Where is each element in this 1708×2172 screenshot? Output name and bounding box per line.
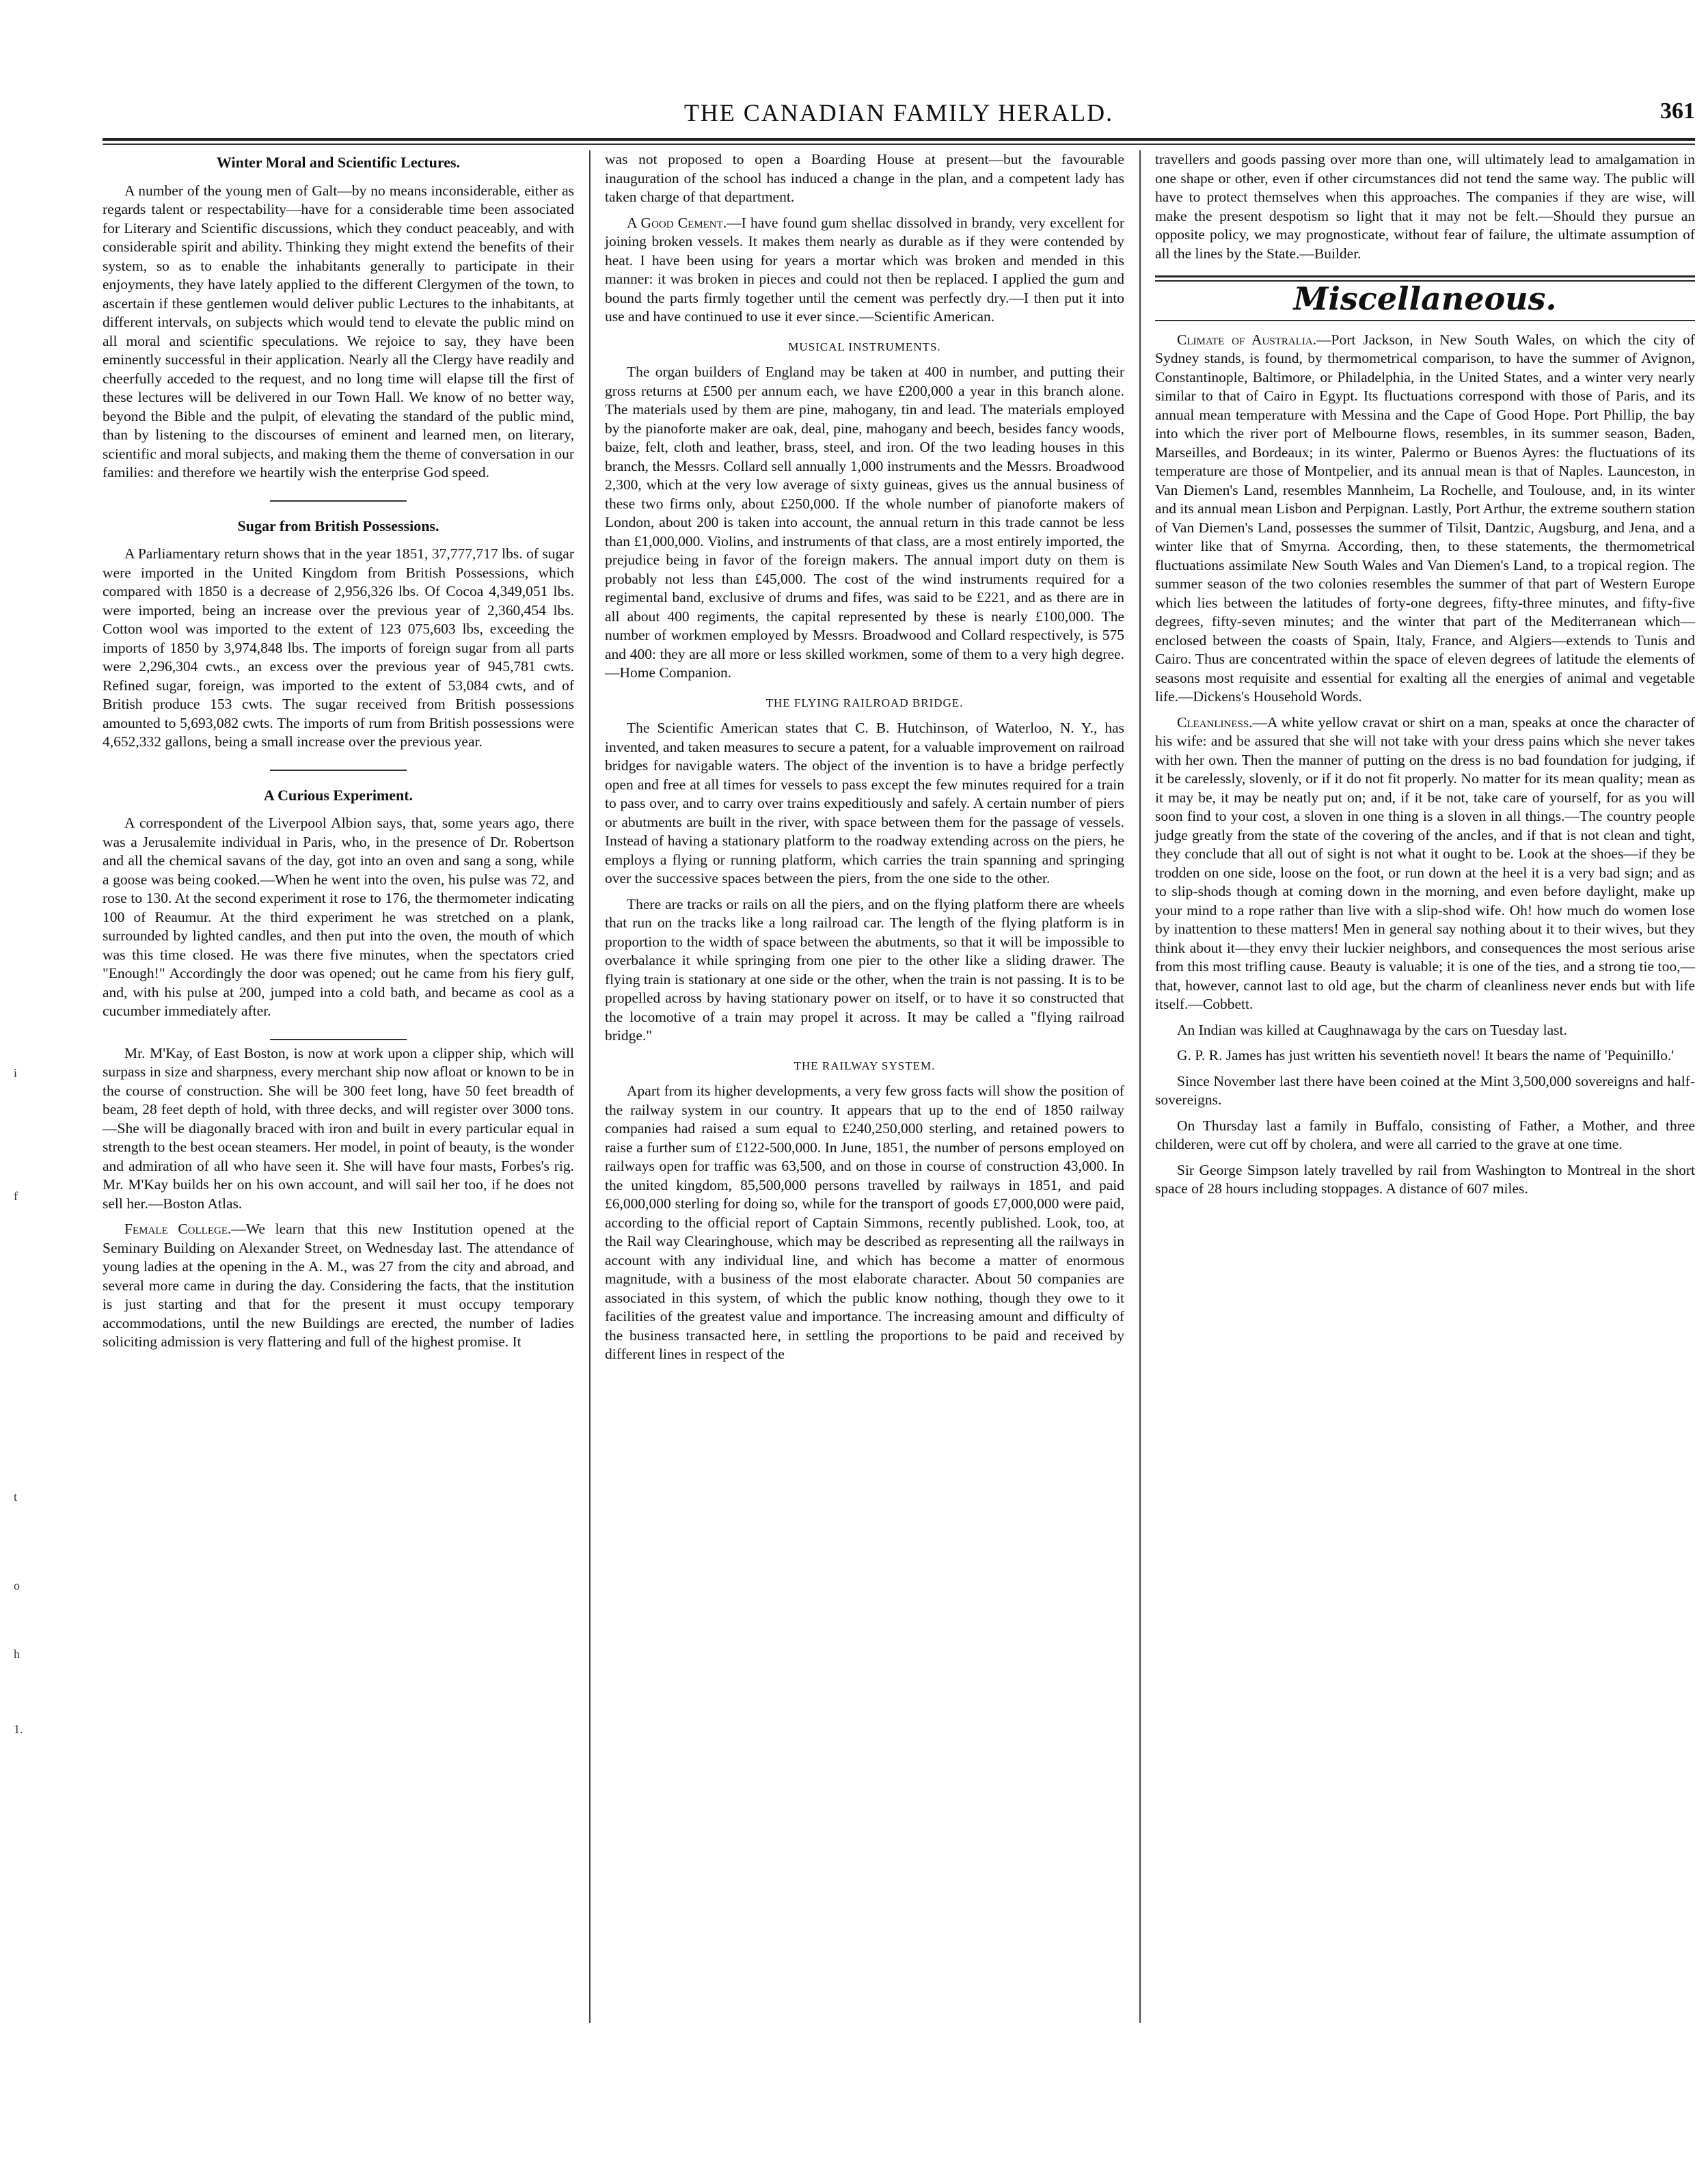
article-body-flying-bridge: The Scientific American states that C. B. Hutchinson, of Waterloo, N. Y., has invented, and taken measures to secure a patent, for a valuable improvement on railroad bridges for navigable waters. The object of the invention is to have a bridge perfectly open and free at all times for vessels to pass except the few minutes required for a train to pass over, and to carry over trains expeditiously and safely. A certain number of piers or abutments are built in the river, with space between them for the passage of vessels. Instead of having a stationary platform to the roadway extending across on the piers, he employs a flying or running platform, which carries the train spanning and springing over the successive spaces between the piers, from the one side to the other. <box>605 720 1124 886</box>
article-body-climate-australia: —Port Jackson, in New South Wales, on which the city of Sydney stands, is found, by thermometrical comparison, to have the summer of Avignon, Constantinople, Baltimore, or Philadelphia, in the United States, and a winter very nearly similar to that of Cairo in Egypt. Its fluctuations correspond with those of Paris, and its annual mean temperature with Messina and the Cape of Good Hope. Port Phillip, the bay into which the river port of Melbourne flows, resembles, in its summer season, Baden, Marseilles, and Bordeaux; in its winter, Palermo or Buenos Ayres: the fluctuations of its temperature are those of Montpelier, and its annual mean is that of Naples. Launceston, in Van Diemen's Land, resembles Mannheim, La Rochelle, and Toulouse, and, in its winter and its annual mean Lisbon and Perpignan. Lastly, Port Arthur, the extreme southern station of Van Diemen's Land, possesses the summer of Tilsit, Dantzic, Augsburg, and Jena, and a winter like that of Smyrna. According, then, to these statements, the thermometrical fluctuations assimilate New South Wales and Van Diemen's Land, to a tropical region. The summer season of the two colonies resembles the summer of that part of Western Europe which lies between the latitudes of forty-one degrees, fifty-three minutes, and fifty-five degrees, fifty-seven minutes; and the winter that part of the Mediterranean which—enclosed between the coasts of Spain, Italy, France, and Algiers—extends to Tunis and Cairo. Thus are concentrated within the space of eleven degrees of latitude the elements of seasons most requisite and essential for exalting all the energies of animal and vegetable life.—Dickens's Household Words. <box>1155 331 1696 705</box>
lead-cleanliness: Cleanliness. <box>1177 714 1253 731</box>
lead-female-college: Female College. <box>124 1221 232 1237</box>
section-separator <box>270 1039 407 1040</box>
section-separator <box>270 500 407 502</box>
running-title: THE CANADIAN FAMILY HERALD. <box>683 99 1114 126</box>
header-rule-top <box>103 138 1695 141</box>
article-good-cement <box>605 214 1124 327</box>
article-title-winter-lectures: Winter Moral and Scientific Lectures. <box>216 154 461 171</box>
news-item-mint: Since November last there have been coined at the Mint 3,500,000 sovereigns and half-sovereigns. <box>1155 1072 1695 1108</box>
article-body-sugar: A Parliamentary return shows that in the year 1851, 37,777,717 lbs. of sugar were imported in the United Kingdom from British Possessions, which compared with 1850 is a decrease of 2,956,326 lbs. Of Cocoa 4,349,051 lbs. were imported, being an increase over the previous year of 2,360,454 lbs. Cotton wool was imported to the extent of 123 075,603 lbs, exceeding the imports of 1850 by 3,974,848 lbs. The imports of foreign sugar from all parts were 2,296,304 cwts., an excess over the previous year of 945,781 cwts. Refined sugar, foreign, was imported to the extent of 53,084 cwts, and of British produce 153 cwts. The sugar received from British possessions amounted to 5,693,082 cwts. The imports of rum from British possessions were 4,652,332 gallons, being a small increase over the previous year. <box>103 545 574 750</box>
header-rule-bottom <box>103 144 1695 145</box>
margin-fleck: t <box>14 1490 18 1504</box>
margin-fleck: i <box>14 1066 18 1080</box>
article-body-cleanliness: —A white yellow cravat or shirt on a man, speaks at once the character of his wife: and be assured that she will not take with your dress pains which she never takes with her own. Then the manner of putting on the dress is no bad foundation for judging, if it be carelessly, slovenly, or if it do not fit properly. No matter for its mean quality; mean as it may be, it may be neatly put on; and, if it be not, take care of yourself, for as you will soon find to your cost, a sloven in one thing is a sloven in all things.—The country people judge greatly from the state of the covering of the ancles, and if that is not clean and tight, they conclude that all out of sight is not what it ought to be. Look at the shoes—if they be trodden on one side, loose on the foot, or run down at the heel it is a very bad sign; and as to slip-shods though at coming down in the morning, and even before daylight, make up your mind to a rope rather than live with a slip-shod wife. Oh! how much do women lose by inattention to these matters! Men in general say nothing about it to their wives, but they think about it—they envy their luckier neighbors, and consequences the most serious arise from this most trifling cause. Beauty is valuable; it is one of the ties, and a strong tie too,—that, however, cannot last to old age, but the charm of cleanliness never ends but with life itself.—Cobbett. <box>1155 714 1695 1012</box>
news-item-buffalo: On Thursday last a family in Buffalo, consisting of Father, a Mother, and three childeren, were cut off by cholera, and were all carried to the grave at one time. <box>1155 1117 1695 1152</box>
article-body-flying-bridge-2: There are tracks or rails on all the piers, and on the flying platform there are wheels that run on the tracks like a long railroad car. The length of the flying platform is in proportion to the width of space between the abutments, so that it will be impossible to overbalance it while springing from one pier to the other like a sliding drawer. The flying train is stationary at one side or the other, when the train is not passing. It is to be propelled across by having stationary power on itself, or to have it so constructed that the locomotive of a train may propel it across. It may be called a "flying railroad bridge." <box>605 895 1124 1044</box>
news-item-indian: An Indian was killed at Caughnawaga by the cars on Tuesday last. <box>1177 1021 1567 1038</box>
column-2 <box>605 150 1124 1371</box>
article-title-musical-instruments: MUSICAL INSTRUMENTS. <box>788 340 941 353</box>
article-body-curious-experiment: A correspondent of the Liverpool Albion says, that, some years ago, there was a Jerusalemite individual in Paris, who, in the presence of Dr. Robertson and all the chemical savans of the day, got into an oven and sang a song, while a goose was being cooked.—When he went into the oven, his pulse was 72, and rose to 130. At the second experiment it rose to 176, the thermometer indicating 100 of Reaumur. At the third experiment he was stretched on a plank, surrounded by lighted candles, and then put into the oven, the mouth of which was this time closed. He was there five minutes, when the spectators cried "Enough!" Accordingly the door was opened; out he came from his fiery gulf, and, with his pulse at 200, jumped into a cold bath, and became as cool as a cucumber immediately after. <box>103 815 574 1019</box>
newspaper-page <box>103 89 1695 2044</box>
article-body-good-cement: —I have found gum shellac dissolved in brandy, very excellent for joining broken vessels. It makes them nearly as durable as if they were contended by heat. I have been using for years a mortar which was broken and mended in this manner: it was broken in pieces and could not then be replaced. I applied the gum and bound the parts firmly together until the cement was perfectly dry.—I then put it into use and have continued to use it ever since.—Scientific American. <box>605 214 1124 325</box>
news-item-james: G. P. R. James has just written his seventieth novel! It bears the name of 'Pequinillo.' <box>1177 1047 1675 1063</box>
lead-climate-australia: Climate of Australia. <box>1177 331 1317 348</box>
article-title-curious-experiment: A Curious Experiment. <box>263 786 414 804</box>
news-item-simpson: Sir George Simpson lately travelled by rail from Washington to Montreal in the short space of 28 hours including stoppages. A distance of 607 miles. <box>1155 1161 1695 1197</box>
column-divider <box>1139 150 1141 2023</box>
article-body-railway-system: Apart from its higher developments, a very few gross facts will show the position of the railway system in our country. It appears that up to the end of 1850 railway companies had raised a sum equal to £240,250,000 sterling, and retained powers to raise a further sum of £122-500,000. In June, 1851, the number of persons employed on railways open for traffic was 63,500, and on those in course of construction 43,000. In the united kingdom, 85,500,000 persons travelled by railways in 1851, and paid £6,000,000 sterling for doing so, while for the transport of goods £7,000,000 were paid, according to the official report of Captain Simmons, recently published. Look, too, at the Rail way Clearinghouse, which may be described as representing all the railways in account with any individual line, and which has become a matter of enormous magnitude, with a business of the most elaborate character. About 50 companies are associated in this system, of which the public know nothing, though they owe to it facilities of the greatest value and importance. The increasing amount and difficulty of the business transacted here, in settling the proportions to be paid and received by different lines in respect of the <box>605 1083 1124 1362</box>
column-1 <box>103 150 574 1359</box>
column-divider <box>589 150 591 2023</box>
page-header <box>103 89 1695 144</box>
margin-fleck: 1. <box>14 1722 23 1736</box>
article-title-railway-system: THE RAILWAY SYSTEM. <box>794 1059 936 1072</box>
margin-fleck: h <box>14 1647 20 1661</box>
article-body-female-college: —We learn that this new Institution opened at the Seminary Building on Alexander Street, on Wednesday last. The attendance of young ladies at the opening in the A. M., was 27 from the city and abroad, and several more came in during the day. Considering the facts, that the institution is just starting and that for the present it must occupy temporary accommodations, until the new Buildings are erected, the number of ladies soliciting admission is very flattering and full of the highest promise. It <box>103 1221 574 1350</box>
article-body-railway-system-cont: travellers and goods passing over more than one, will ultimately lead to amalgamation in one shape or other, even if other circumstances did not tend the same way. The public will have to protect themselves when this approaches. The companies if they are wise, will make the present despotism so light that it may not be felt.—Should they pursue an opposite policy, we may prognosticate, without fear of failure, the ultimate assumption of all the lines by the State.—Builder. <box>1155 151 1695 262</box>
article-cleanliness <box>1155 714 1695 1014</box>
section-title-miscellaneous: Miscellaneous. <box>1293 280 1557 317</box>
article-body-winter-lectures: A number of the young men of Galt—by no means inconsiderable, either as regards talent or respectability—have for a considerable time been associated for Literary and Scientific discussions, which they conduct peaceably, and with considerable spirit and ability. Thinking they might extend the benefits of their system, so as to enable the inhabitants generally to participate in their enjoyments, they have lately applied to the different Clergymen of the town, to ascertain if these gentlemen would deliver public Lectures to the inhabitants, at different intervals, on subjects which would tend to elevate the public mind on all moral and scientific speculations. We rejoice to say, they have been eminently successful in their application. Nearly all the Clergy have readily and cheerfully acceded to the request, and no long time will elapse till the first of these lectures will be delivered in our Town Hall. We know of no better way, beyond the Bible and the pulpit, of elevating the standard of the public mind, than by listening to the discourses of eminent and learned men, on literary, scientific and moral subjects, and making them the theme of conversation in our families: and therefore we heartily wish the enterprise God speed. <box>103 182 574 480</box>
article-body-musical-instruments: The organ builders of England may be taken at 400 in number, and putting their gross returns at £500 per annum each, we have £200,000 a year in this branch alone. The materials used by them are pine, mahogany, tin and lead. The materials employed by the pianoforte maker are oak, deal, pine, mahogany and beech, besides fancy woods, baize, felt, cloth and leather, brass, steel, and iron. Of the two leading houses in this branch, the Messrs. Collard sell annually 1,000 instruments and the Messrs. Broadwood 2,300, which at the very low average of sixty guineas, gives us the annual business of these two firms only, about £250,000. If the whole number of pianoforte makers of London, about 200 is taken into account, the annual return in this trade cannot be less than £1,000,000. Violins, and instruments of that class, are a most entirely imported, the prejudice being in favor of the foreign makers. The annual import duty on them is probably not less than £45,000. The cost of the wind instruments required for a regimental band, exclusive of drums and fifes, was said to be £221, and as there are in all about 400 regiments, the capital represented by these is nearly £100,000. The number of workmen employed by Messrs. Broadwood and Collard respectively, is 575 and 400: they are all more or less skilled workmen, some of them to a very high degree.—Home Companion. <box>605 364 1124 681</box>
margin-fleck: f <box>14 1189 18 1203</box>
article-title-flying-bridge: THE FLYING RAILROAD BRIDGE. <box>765 696 964 709</box>
lead-good-cement: A Good Cement. <box>627 214 727 231</box>
column-3 <box>1155 150 1695 1206</box>
article-title-sugar: Sugar from British Possessions. <box>237 517 439 534</box>
article-climate-australia <box>1155 331 1695 707</box>
article-female-college <box>103 1220 574 1352</box>
article-body-female-college-cont: was not proposed to open a Boarding House at present—but the favourable inauguration of the school has induced a change in the plan, and a competent lady has taken charge of that department. <box>605 151 1124 205</box>
misc-rule <box>1155 320 1695 321</box>
article-body-mckay-ship: Mr. M'Kay, of East Boston, is now at work upon a clipper ship, which will surpass in size and sharpness, every merchant ship now afloat or known to be in the course of construction. She will be 300 feet long, have 50 feet breadth of beam, 28 feet depth of hold, with three decks, and will register over 3000 tons.—She will be diagonally braced with iron and built in every particular equal in strength to the best ocean steamers. Her model, in point of beauty, is the wonder and admiration of all who have seen it. She will have four masts, Forbes's rig. Mr. M'Kay builds her on his own account, and will sail her too, if he does not sell her.—Boston Atlas. <box>103 1044 574 1212</box>
page-number: 361 <box>1660 98 1695 124</box>
margin-fleck: o <box>14 1579 20 1592</box>
section-separator <box>270 770 407 771</box>
